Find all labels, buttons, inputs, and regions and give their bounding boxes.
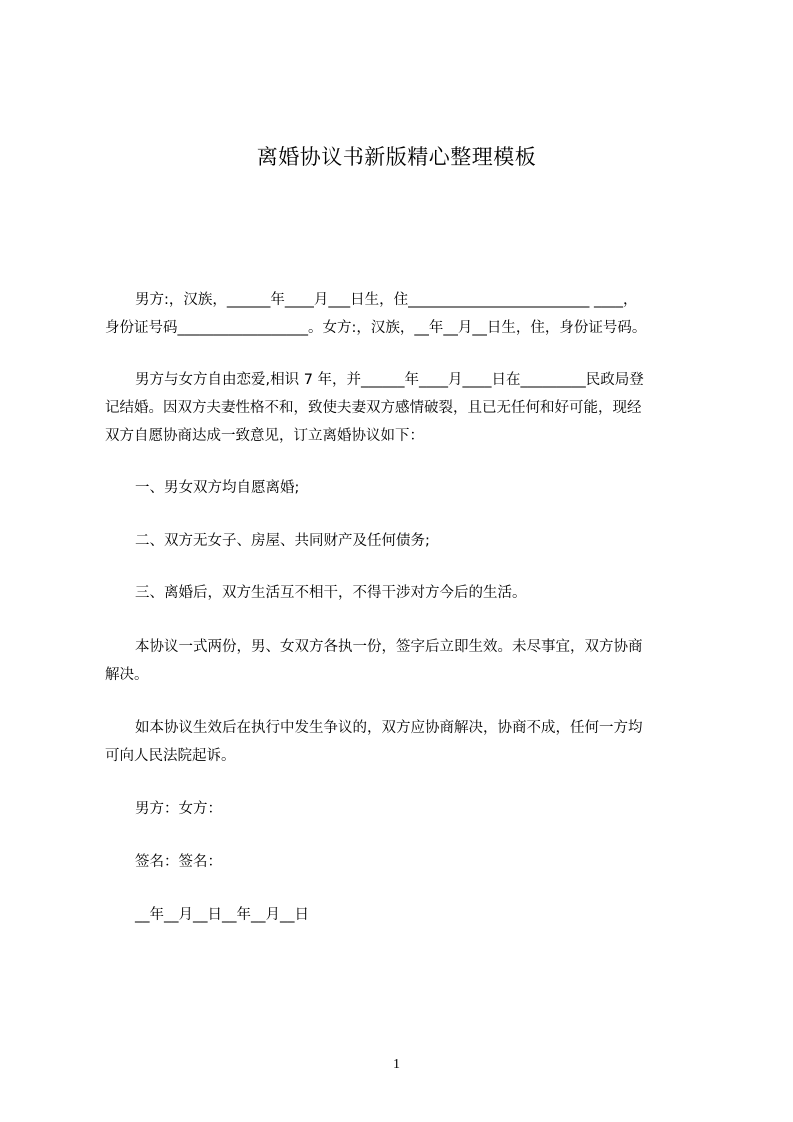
background-paragraph — [105, 366, 705, 450]
clause-2 — [105, 527, 705, 555]
clause-3-text: 三、离婚后，双方生活互不相干，不得干涉对方今后的生活。 — [135, 585, 527, 601]
document-title: 离婚协议书新版精心整理模板 — [256, 145, 537, 169]
background-line-1: 男方与女方自由恋爱,相识 7 年，并______年____月____日在_________民政局登 — [135, 372, 644, 388]
dispute-line-2: 可向人民法院起诉。 — [105, 748, 236, 764]
copies-line-1: 本协议一式两份，男、女双方各执一份，签字后立即生效。未尽事宜，双方协商 — [135, 639, 643, 655]
date-line — [105, 901, 705, 929]
background-line-2: 记结婚。因双方夫妻性格不和，致使夫妻双方感情破裂，且已无任何和好可能，现经 — [105, 400, 642, 416]
dispute-line-1: 如本协议生效后在执行中发生争议的，双方应协商解决，协商不成，任何一方均 — [135, 720, 643, 736]
copies-paragraph — [105, 633, 705, 689]
clause-3 — [105, 579, 705, 607]
date-text: __年__月__日__年__月__日 — [135, 907, 309, 923]
parties-line-2: 身份证号码__________________。女方:，汉族，__年__月__日生，住，身份证号码。 — [105, 320, 647, 336]
parties-sign-label — [105, 795, 705, 823]
dispute-paragraph — [105, 714, 705, 770]
copies-line-2: 解决。 — [105, 667, 149, 683]
background-line-3: 双方自愿协商达成一致意见，订立离婚协议如下： — [105, 428, 424, 444]
parties-paragraph — [105, 286, 705, 342]
clause-1 — [105, 474, 705, 502]
clause-1-text: 一、男女双方均自愿离婚; — [135, 480, 300, 496]
signature-text: 签名：签名： — [135, 854, 222, 870]
parties-line-1: 男方:，汉族，______年____月___日生，住_________________________ ____， — [135, 292, 638, 308]
page-number: 1 — [393, 1057, 400, 1072]
parties-sign-text: 男方：女方： — [135, 801, 222, 817]
clause-2-text: 二、双方无女子、房屋、共同财产及任何债务; — [135, 533, 430, 549]
signature-line — [105, 848, 705, 876]
